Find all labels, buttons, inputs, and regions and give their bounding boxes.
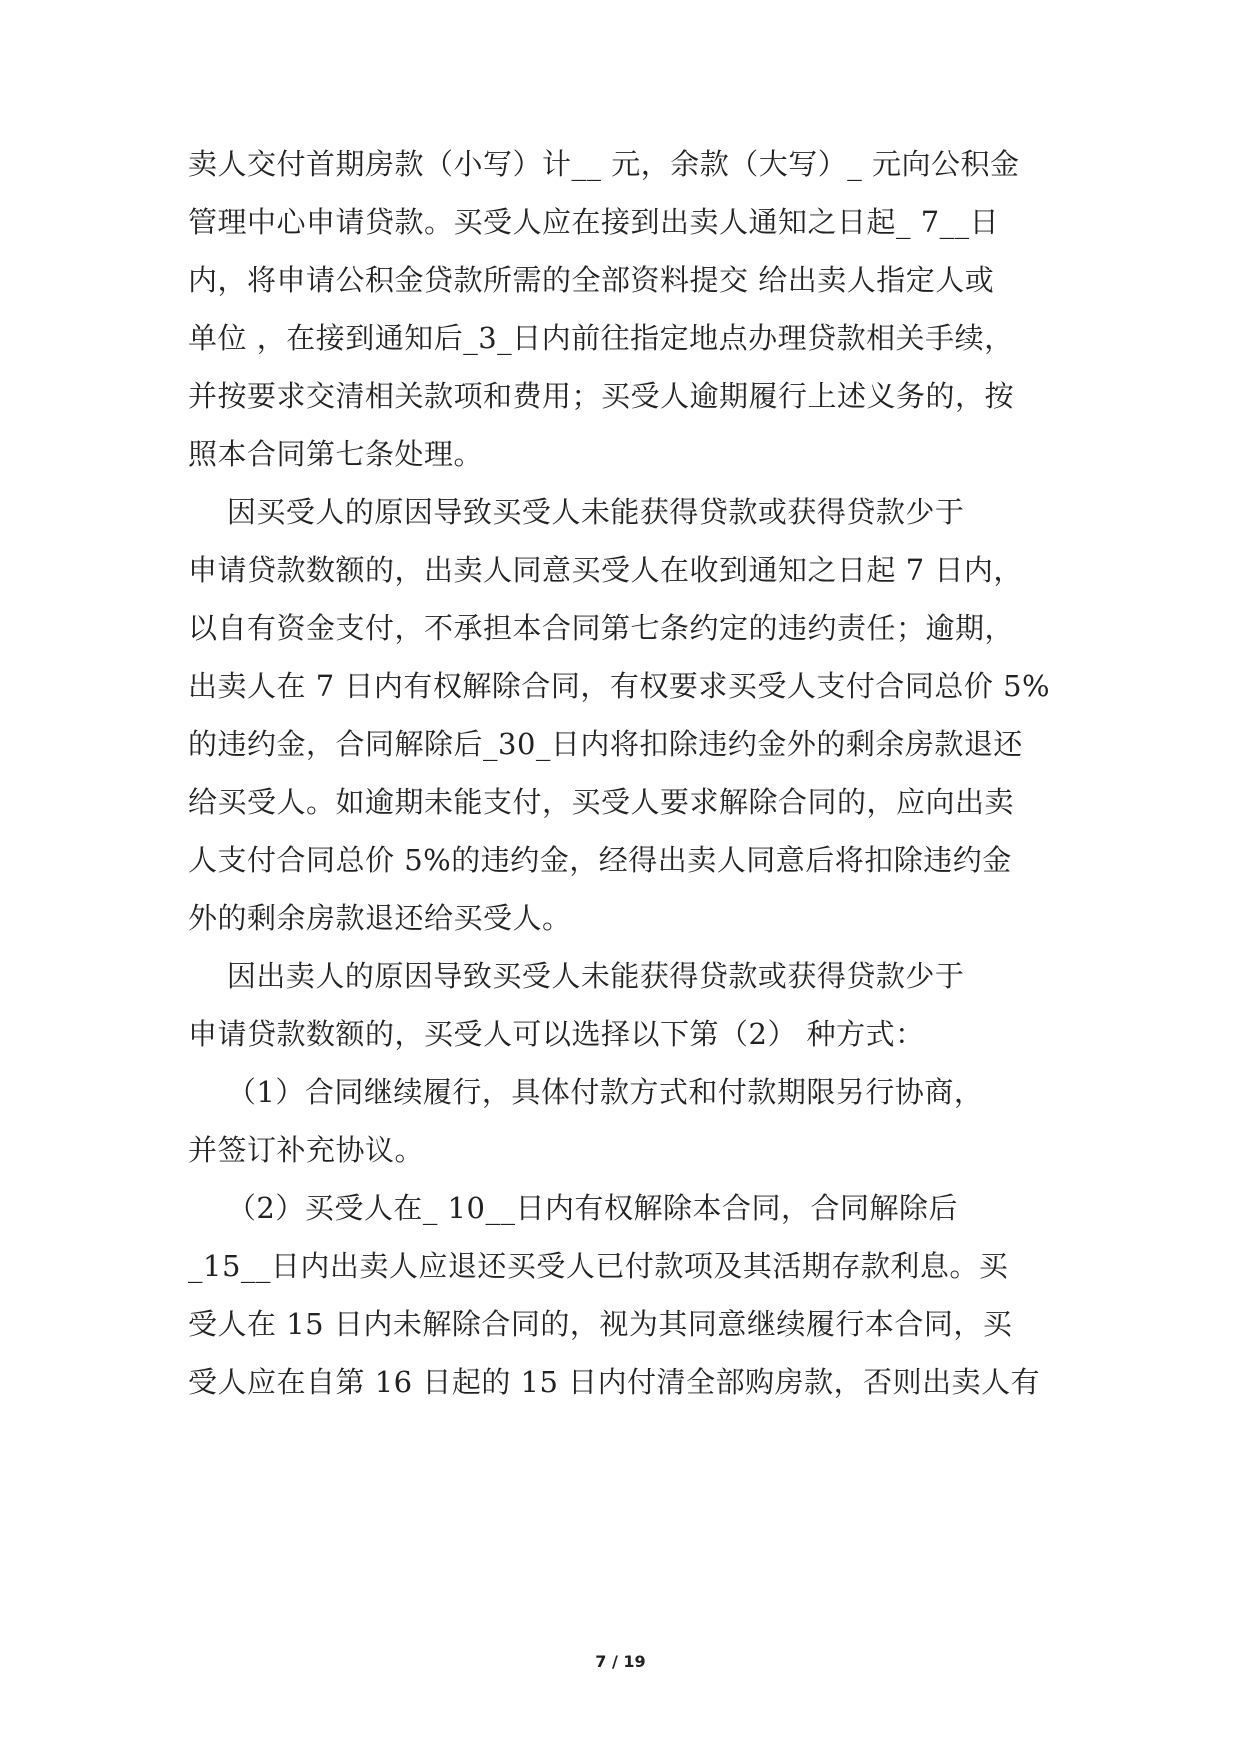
text-line: 并签订补充协议。 (188, 1133, 425, 1167)
text-line: 人支付合同总价 5%的违约金，经得出卖人同意后将扣除违约金 (188, 843, 1012, 877)
text-line: 申请贷款数额的，买受人可以选择以下第（2） 种方式： (188, 1017, 925, 1051)
text-line: _15__日内出卖人应退还买受人已付款项及其活期存款利息。买 (188, 1249, 1009, 1283)
text-line: 管理中心申请贷款。买受人应在接到出卖人通知之日起_ 7__日 (188, 205, 1000, 239)
text-line: 的违约金，合同解除后_30_日内将扣除违约金外的剩余房款退还 (188, 727, 1023, 761)
text-line: （2）买受人在_ 10__日内有权解除本合同，合同解除后 (188, 1191, 958, 1225)
text-line: 并按要求交清相关款项和费用；买受人逾期履行上述义务的，按 (188, 379, 1015, 413)
text-line: 申请贷款数额的，出卖人同意买受人在收到通知之日起 7 日内， (188, 553, 1023, 587)
page-number: 7 / 19 (595, 1652, 646, 1671)
text-line: 外的剩余房款退还给买受人。 (188, 901, 572, 935)
text-line: 给买受人。如逾期未能支付，买受人要求解除合同的，应向出卖 (188, 785, 1015, 819)
text-line: 以自有资金支付，不承担本合同第七条约定的违约责任；逾期， (188, 611, 1015, 645)
text-line: 照本合同第七条处理。 (188, 437, 484, 471)
text-line: 单位 ，在接到通知后_3_日内前往指定地点办理贷款相关手续， (188, 321, 1014, 355)
text-line: 受人在 15 日内未解除合同的，视为其同意继续履行本合同，买 (188, 1307, 1013, 1341)
text-line: 出卖人在 7 日内有权解除合同，有权要求买受人支付合同总价 5% (188, 669, 1051, 703)
text-line: 内，将申请公积金贷款所需的全部资料提交 给出卖人指定人或 (188, 263, 995, 297)
text-line: 因买受人的原因导致买受人未能获得贷款或获得贷款少于 (188, 495, 965, 529)
text-line: 受人应在自第 16 日起的 15 日内付清全部购房款，否则出卖人有 (188, 1365, 1041, 1399)
text-line: 卖人交付首期房款（小写）计__ 元，余款（大写）_ 元向公积金 (188, 147, 1020, 181)
text-line: 因出卖人的原因导致买受人未能获得贷款或获得贷款少于 (188, 959, 965, 993)
text-line: （1）合同继续履行，具体付款方式和付款期限另行协商， (188, 1075, 984, 1109)
